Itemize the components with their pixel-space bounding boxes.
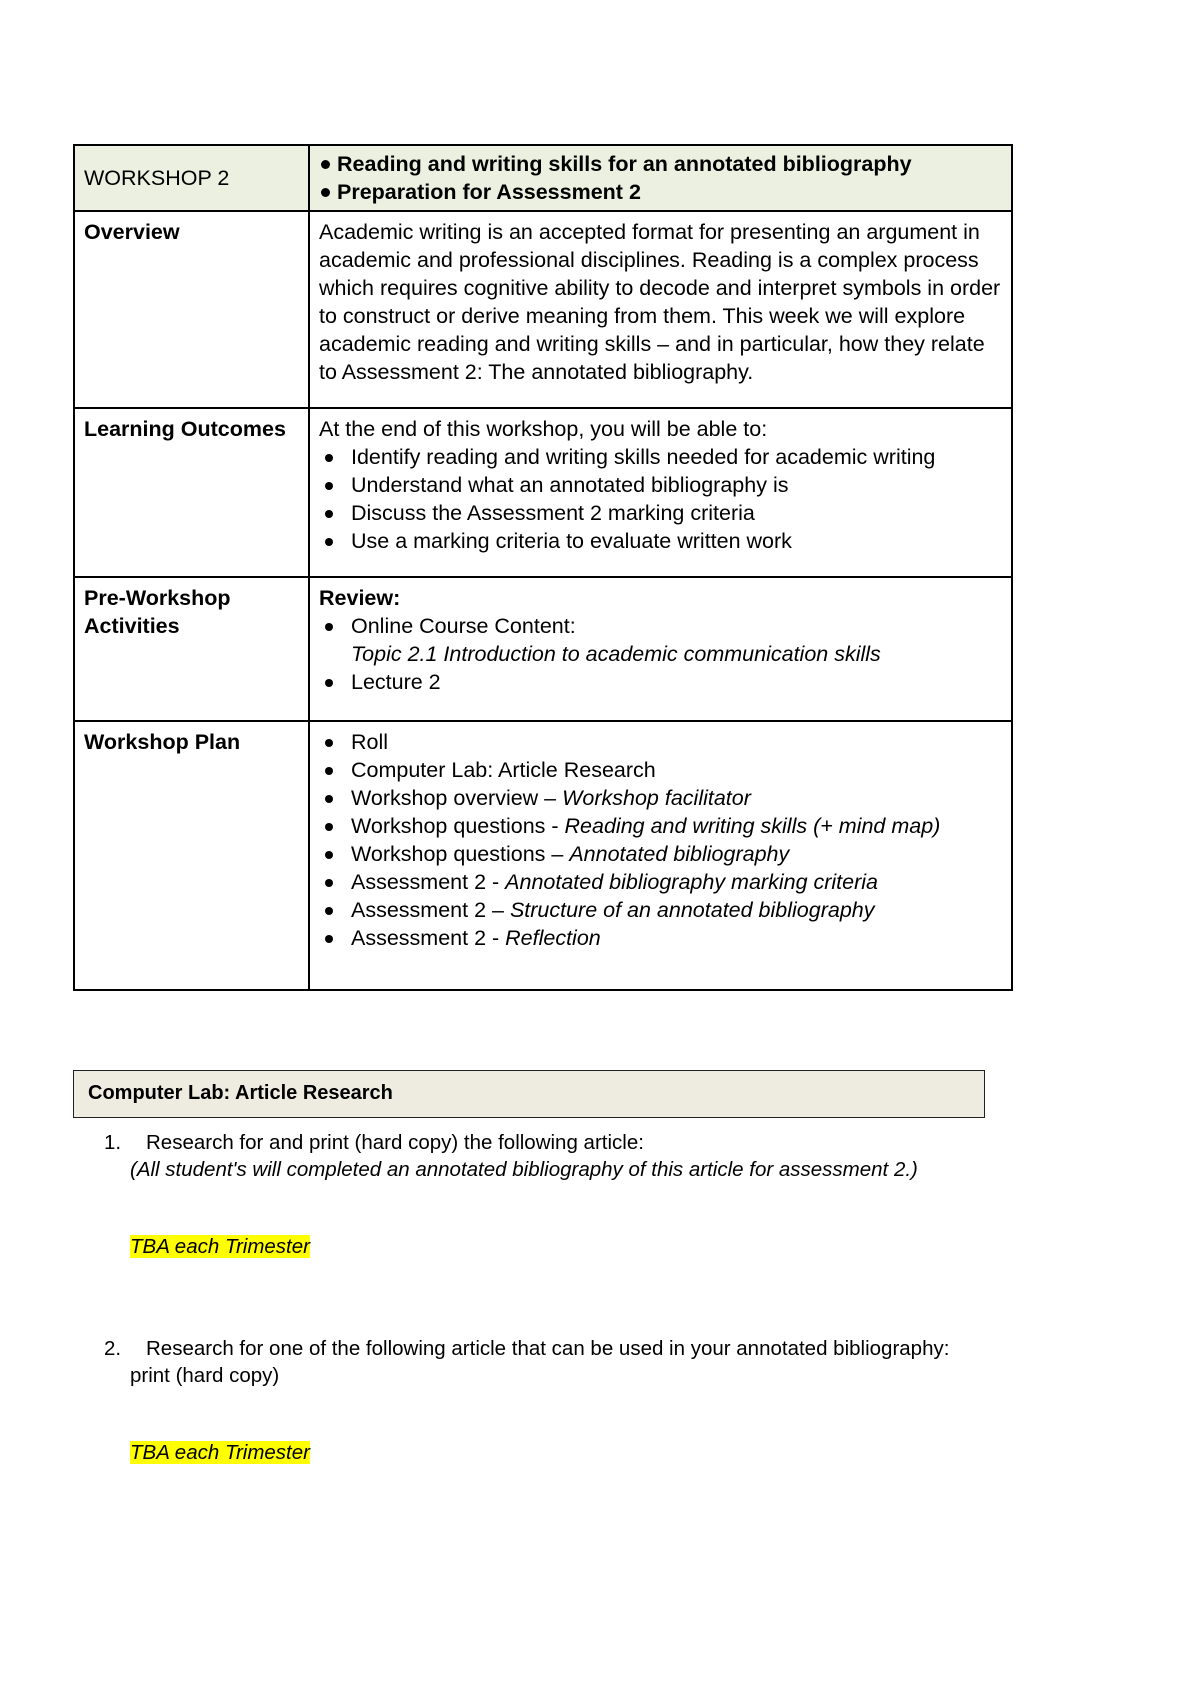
table-header-row (74, 145, 1012, 211)
bullet-icon (325, 482, 333, 490)
list-item: Reading and writing skills for an annotated bibliography (319, 150, 1002, 178)
pre-workshop-list (319, 612, 1002, 696)
plan-label: Workshop Plan (74, 721, 309, 990)
bullet-icon (325, 767, 333, 775)
pre-workshop-row (74, 577, 1012, 721)
bullet-icon (321, 160, 330, 169)
bullet-icon (325, 510, 333, 518)
bullet-icon (325, 454, 333, 462)
pre-workshop-cell (309, 577, 1012, 721)
lab-step-2-number: 2. (104, 1337, 122, 1360)
list-item: Roll (319, 728, 1002, 756)
list-item: Assessment 2 - Annotated bibliography marking criteria (319, 868, 1002, 896)
lab-step-2: Research for one of the following article that can be used in your annotated bibliography: (146, 1337, 950, 1360)
bullet-icon (325, 795, 333, 803)
bullet-icon (325, 623, 333, 631)
bullet-icon (325, 679, 333, 687)
bullet-icon (325, 851, 333, 859)
lab-step-2-continued: print (hard copy) (130, 1364, 280, 1387)
bullet-icon (325, 935, 333, 943)
lab-step-1-note: (All student's will completed an annotated bibliography of this article for assessment 2.) (130, 1158, 918, 1181)
lab-step-1: Research for and print (hard copy) the following article: (146, 1131, 644, 1154)
workshop-topics (309, 145, 1012, 211)
bullet-icon (325, 879, 333, 887)
outcomes-list (319, 443, 1002, 555)
plan-list (319, 728, 1002, 952)
workshop-table (73, 144, 1013, 991)
overview-text: Academic writing is an accepted format for presenting an argument in academic and professional disciplines. Reading is a complex process which requires cognitive ability to decode and interpret symbols in order to construct or derive meaning from them. This week we will explore academic reading and writing skills – and in particular, how they relate to Assessment 2: The annotated bibliography. (309, 211, 1012, 408)
overview-label: Overview (74, 211, 309, 408)
list-item: Assessment 2 - Reflection (319, 924, 1002, 952)
bullet-icon (325, 823, 333, 831)
review-heading: Review: (319, 586, 401, 610)
topic-link-text: Topic 2.1 Introduction to academic communication skills (351, 642, 881, 666)
bullet-icon (325, 538, 333, 546)
overview-row (74, 211, 1012, 408)
outcomes-intro: At the end of this workshop, you will be able to: (319, 417, 768, 441)
list-item: Understand what an annotated bibliography is (319, 471, 1002, 499)
bullet-icon (325, 907, 333, 915)
list-item: Online Course Content: Topic 2.1 Introduction to academic communication skills (319, 612, 1002, 668)
bullet-icon (325, 739, 333, 747)
outcomes-row (74, 408, 1012, 577)
tba-highlight-2: TBA each Trimester (130, 1441, 310, 1464)
list-item: Use a marking criteria to evaluate written work (319, 527, 1002, 555)
list-item: Workshop questions – Annotated bibliography (319, 840, 1002, 868)
plan-row (74, 721, 1012, 990)
list-item: Preparation for Assessment 2 (319, 178, 1002, 206)
workshop-title: WORKSHOP 2 (74, 145, 309, 211)
list-item: Lecture 2 (319, 668, 1002, 696)
list-item: Workshop overview – Workshop facilitator (319, 784, 1002, 812)
plan-cell (309, 721, 1012, 990)
lab-step-1-number: 1. (104, 1131, 122, 1154)
topic-list (319, 150, 1002, 206)
outcomes-cell (309, 408, 1012, 577)
pre-workshop-label: Pre-Workshop Activities (74, 577, 309, 721)
list-item: Workshop questions - Reading and writing skills (+ mind map) (319, 812, 1002, 840)
list-item: Assessment 2 – Structure of an annotated bibliography (319, 896, 1002, 924)
list-item: Identify reading and writing skills needed for academic writing (319, 443, 1002, 471)
tba-highlight-1: TBA each Trimester (130, 1235, 310, 1258)
bullet-icon (321, 188, 330, 197)
lab-heading-box: Computer Lab: Article Research (73, 1070, 985, 1118)
outcomes-label: Learning Outcomes (74, 408, 309, 577)
list-item: Computer Lab: Article Research (319, 756, 1002, 784)
list-item: Discuss the Assessment 2 marking criteria (319, 499, 1002, 527)
